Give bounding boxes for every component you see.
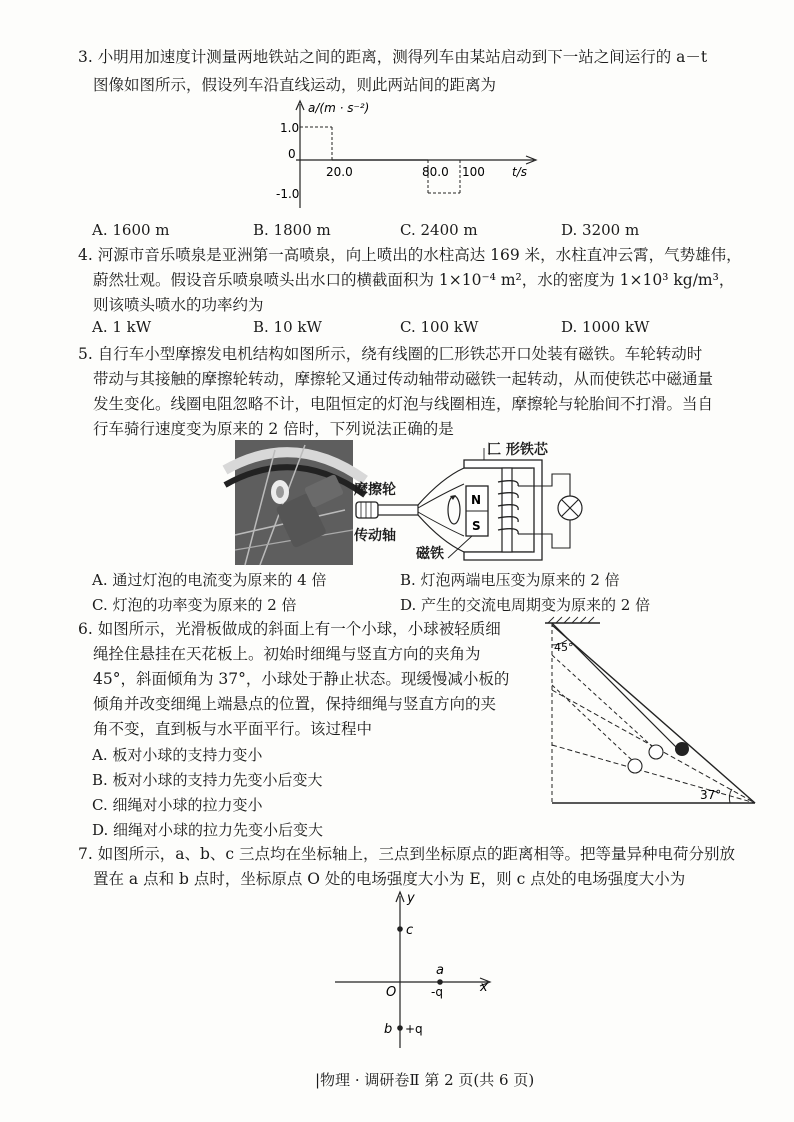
- q6-option-c: C. 细绳对小球的拉力变小: [92, 796, 263, 814]
- x-axis-label: x: [480, 980, 488, 995]
- q6-stem-line2: 绳拴住悬挂在天花板上。初始时细绳与竖直方向的夹角为: [93, 645, 481, 663]
- x-tick-label: 80.0: [422, 165, 449, 179]
- q5-stem-line4: 行车骑行速度变为原来的 2 倍时，下列说法正确的是: [93, 420, 454, 438]
- q5-option-b: B. 灯泡两端电压变为原来的 2 倍: [400, 571, 620, 589]
- drive-shaft: [378, 505, 418, 515]
- ball: [675, 742, 689, 756]
- drive-shaft-label: 传动轴: [354, 528, 396, 544]
- point-b: [397, 1025, 403, 1031]
- q6-option-d: D. 细绳对小球的拉力先变小后变大: [92, 821, 324, 839]
- q3-option-a: A. 1600 m: [92, 221, 170, 239]
- q6-stem-line1: 6. 如图所示，光滑板做成的斜面上有一个小球，小球被轻质细: [78, 620, 501, 638]
- q7-stem-line1: 7. 如图所示，a、b、c 三点均在坐标轴上，三点到坐标原点的距离相等。把等量异种电荷分别放: [78, 845, 735, 863]
- x-axis-label: t/s: [512, 165, 527, 179]
- q6-stem-line4: 倾角并改变细绳上端悬点的位置，保持细绳与竖直方向的夹: [93, 695, 497, 713]
- bicycle-dynamo-photo: [235, 440, 353, 565]
- q4-stem-line3: 则该喷头喷水的功率约为: [93, 296, 264, 314]
- neg-charge-label: -q: [431, 985, 443, 999]
- origin-label: O: [386, 985, 397, 1000]
- q3-at-graph: [276, 98, 540, 218]
- x-tick-label: 100: [462, 165, 485, 179]
- angle-37-label: 37°: [700, 788, 722, 802]
- a-label: a: [436, 963, 444, 978]
- q5-stem-line1: 5. 自行车小型摩擦发电机结构如图所示，绕有线圈的匚形铁芯开口处装有磁铁。车轮转动时: [78, 345, 703, 363]
- magnet-n-label: N: [471, 493, 482, 507]
- point-c: [397, 926, 403, 932]
- x-tick-label: 20.0: [326, 165, 353, 179]
- angle-45-label: 45°: [554, 641, 574, 654]
- q6-option-a: A. 板对小球的支持力变小: [92, 746, 263, 764]
- friction-wheel-label: 摩擦轮: [354, 482, 396, 498]
- q4-stem-line1: 4. 河源市音乐喷泉是亚洲第一高喷泉，向上喷出的水柱高达 169 米，水柱直冲云霄，气势雄伟，: [78, 246, 742, 264]
- q4-option-a: A. 1 kW: [92, 318, 152, 336]
- q5-option-c: C. 灯泡的功率变为原来的 2 倍: [92, 596, 297, 614]
- pos-charge-label: +q: [405, 1022, 423, 1036]
- magnet-label: 磁铁: [416, 546, 444, 562]
- q4-option-c: C. 100 kW: [400, 318, 479, 336]
- q7-stem-line2: 置在 a 点和 b 点时，坐标原点 O 处的电场强度大小为 E，则 c 点处的电场强度大小为: [93, 870, 686, 888]
- q3-option-c: C. 2400 m: [400, 221, 478, 239]
- q3-option-d: D. 3200 m: [561, 221, 640, 239]
- ball-position-3: [628, 759, 642, 773]
- y-axis-label: y: [407, 891, 415, 906]
- q4-option-b: B. 10 kW: [253, 318, 322, 336]
- q3-stem-line1: 3. 小明用加速度计测量两地铁站之间的距离，测得列车由某站启动到下一站之间运行的 a－t: [78, 48, 708, 66]
- q6-stem-line3: 45°，斜面倾角为 37°，小球处于静止状态。现缓慢减小板的: [93, 670, 510, 688]
- point-a: [437, 979, 443, 985]
- y-axis-label: a/(m · s⁻²): [308, 101, 370, 115]
- q4-stem-line2: 蔚然壮观。假设音乐喷泉喷头出水口的横截面积为 1×10⁻⁴ m²，水的密度为 1×10³ kg/m³，: [93, 271, 735, 289]
- q6-stem-line5: 角不变，直到板与水平面平行。该过程中: [93, 720, 373, 738]
- magnet-s-label: S: [472, 519, 481, 533]
- friction-wheel: [356, 502, 378, 518]
- dynamo-schematic: [352, 438, 597, 570]
- q4-option-d: D. 1000 kW: [561, 318, 650, 336]
- q3-option-b: B. 1800 m: [253, 221, 331, 239]
- q3-stem-line2: 图像如图所示，假设列车沿直线运动，则此两站间的距离为: [93, 76, 497, 94]
- q6-option-b: B. 板对小球的支持力先变小后变大: [92, 771, 323, 789]
- c-label: c: [406, 923, 414, 938]
- b-label: b: [384, 1022, 393, 1037]
- y-tick-label: 1.0: [280, 121, 300, 135]
- y-tick-label: -1.0: [276, 187, 300, 201]
- coordinate-charges-diagram: [330, 888, 500, 1053]
- q5-stem-line2: 带动与其接触的摩擦轮转动，摩擦轮又通过传动轴带动磁铁一起转动，从而使铁芯中磁通量: [93, 370, 714, 388]
- q5-option-d: D. 产生的交流电周期变为原来的 2 倍: [400, 596, 651, 614]
- incline-ball-diagram: [540, 615, 765, 810]
- q5-option-a: A. 通过灯泡的电流变为原来的 4 倍: [92, 571, 327, 589]
- core-label: 匚 形铁芯: [487, 442, 548, 458]
- origin-tick-label: 0: [288, 147, 296, 161]
- page-footer: |物理 · 调研卷Ⅱ 第 2 页(共 6 页): [315, 1071, 535, 1089]
- q5-stem-line3: 发生变化。线圈电阻忽略不计，电阻恒定的灯泡与线圈相连，摩擦轮与轮胎间不打滑。当自: [93, 395, 714, 413]
- ball-position-2: [649, 745, 663, 759]
